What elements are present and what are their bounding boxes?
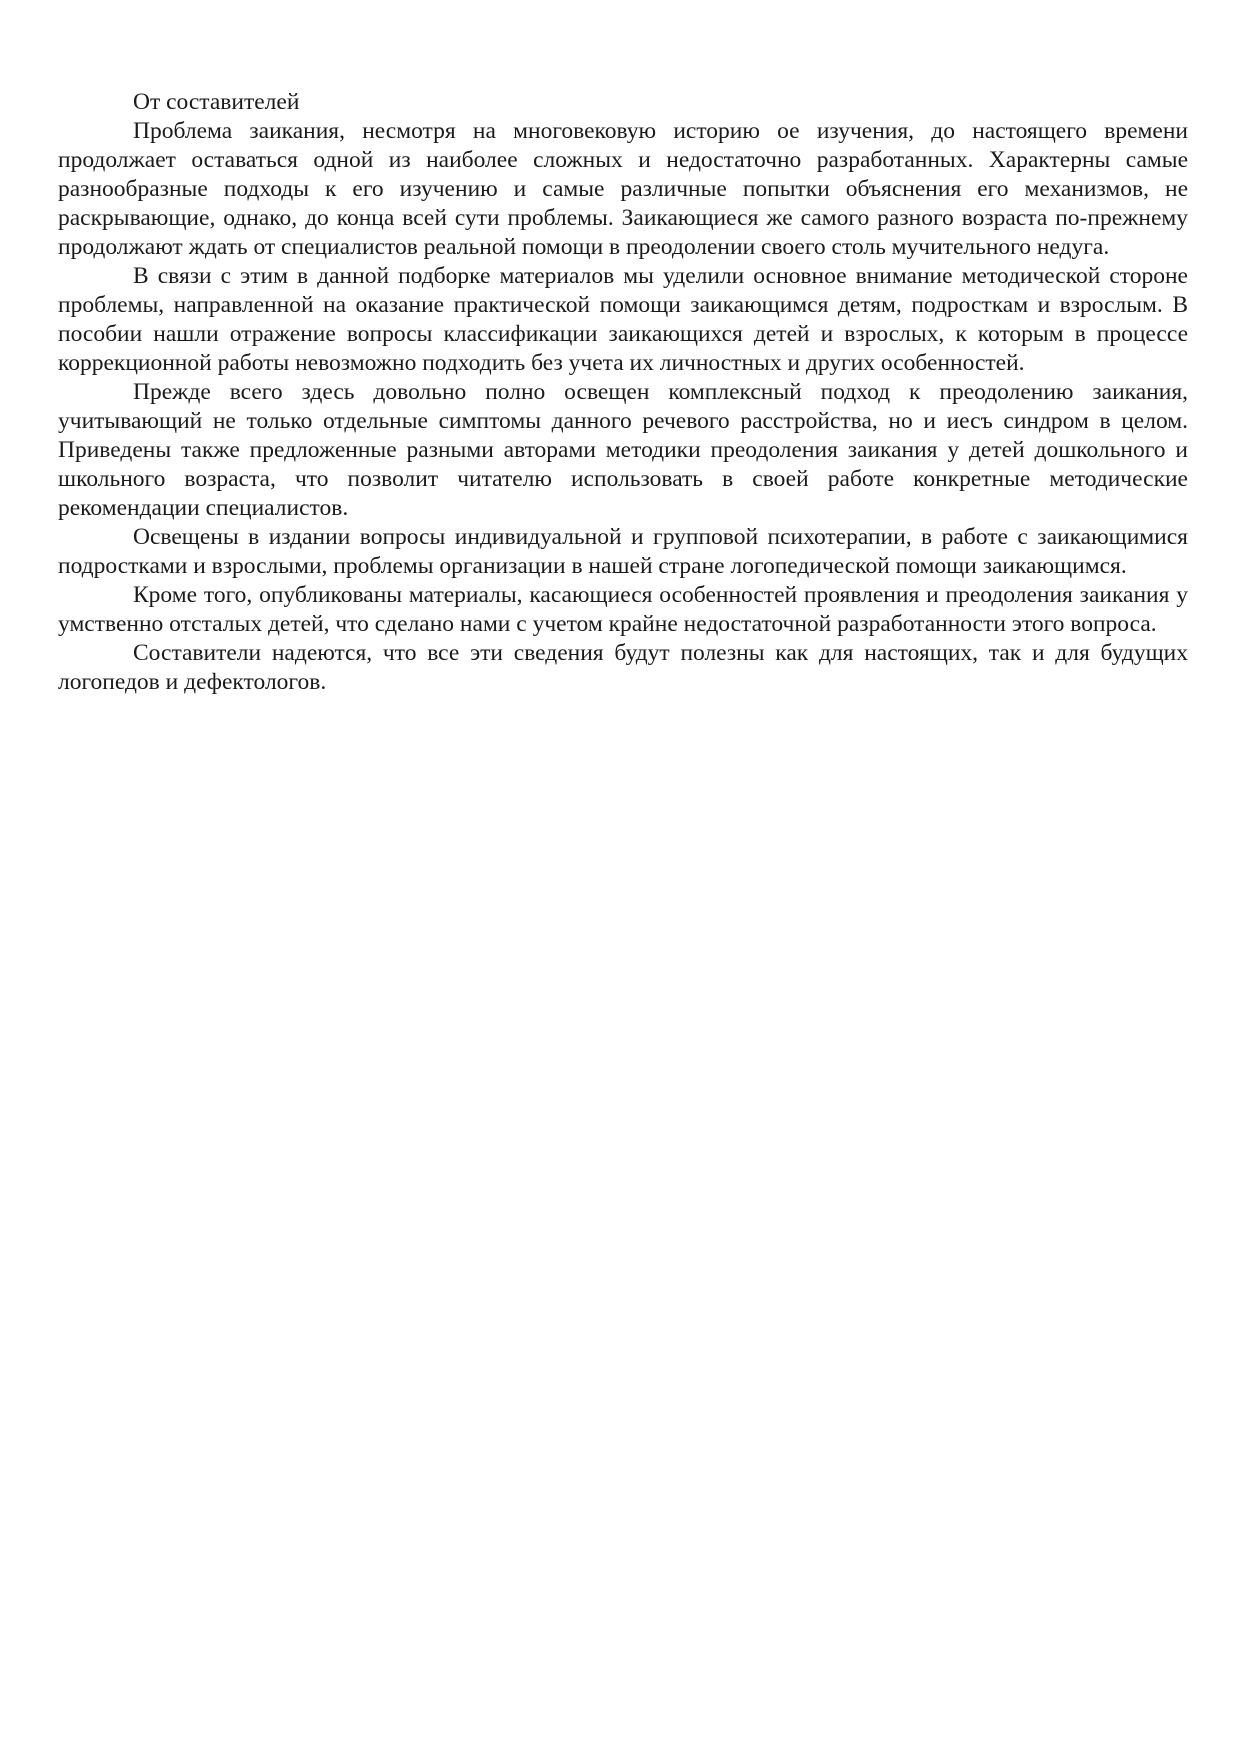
paragraph: Прежде всего здесь довольно полно освещен комплексный подход к преодолению заикания, учитывающий не только отдельные симптомы данного речевого расстройства, но и иесъ синдром в целом. Приведены также предложенные разными авторами методики преодоления заикания у детей дошкольного и школьного возраста, что позволит читателю использовать в своей работе конкретные методические рекомендации специалистов. [58,379,1188,521]
paragraph: Составители надеются, что все эти сведения будут полезны как для настоящих, так и для будущих логопедов и дефектологов. [58,640,1188,695]
document-body [58,88,1188,697]
paragraph: В связи с этим в данной подборке материалов мы уделили основное внимание методической стороне проблемы, направленной на оказание практической помощи заикающимся детям, подросткам и взрослым. В пособии нашли отражение вопросы классификации заикающихся детей и взрослых, к которым в процессе коррекционной работы невозможно подходить без учета их личностных и других особенностей. [58,263,1188,376]
paragraph: Освещены в издании вопросы индивидуальной и групповой психотерапии, в работе с заикающимися подростками и взрослыми, проблемы организации в нашей стране логопедической помощи заикающимся. [58,524,1188,579]
paragraph: Проблема заикания, несмотря на многовековую историю ое изучения, до настоящего времени продолжает оставаться одной из наиболее сложных и недостаточно разработанных. Характерны самые разнообразные подходы к его изучению и самые различные попытки объяснения его механизмов, не раскрывающие, однако, до конца всей сути проблемы. Заикающиеся же самого разного возраста по-прежнему продолжают ждать от специалистов реальной помощи в преодолении своего столь мучительного недуга. [58,118,1188,260]
document-heading: От составителей [133,89,300,115]
paragraph: Кроме того, опубликованы материалы, касающиеся особенностей проявления и преодоления заикания у умственно отсталых детей, что сделано нами с учетом крайне недостаточной разработанности этого вопроса. [58,582,1188,637]
